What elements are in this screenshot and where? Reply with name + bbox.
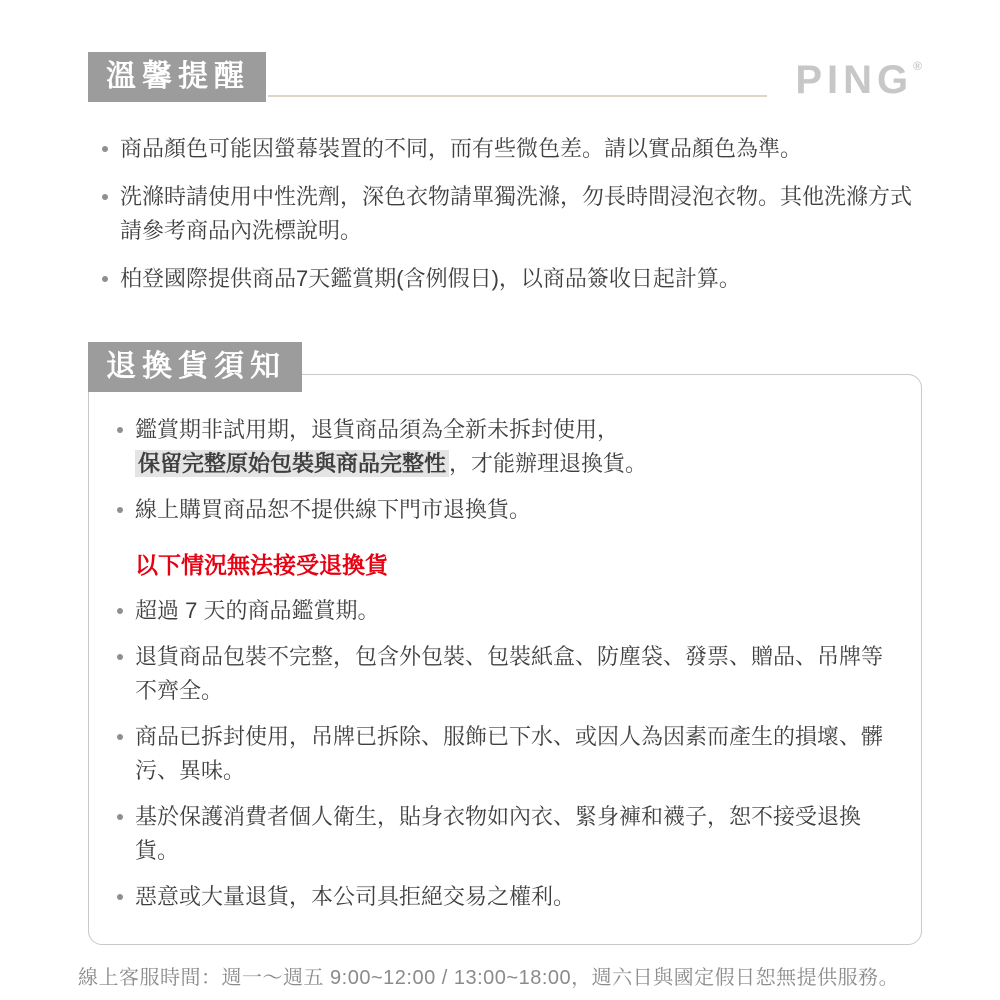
list-item: [88, 262, 922, 296]
header-divider-line: [268, 95, 767, 97]
list-item: [103, 720, 895, 788]
bullet-dot: [117, 894, 123, 900]
warning-item-text: 退貨商品包裝不完整，包含外包裝、包裝紙盒、防塵袋、發票、贈品、吊牌等不齊全。: [135, 644, 884, 703]
list-item: [103, 594, 895, 628]
list-item: [103, 640, 895, 708]
customer-service-hours: 線上客服時間：週一～週五 9:00~12:00 / 13:00~18:00，週六日與國定假日恕無提供服務。: [78, 967, 900, 989]
list-item: [103, 413, 895, 481]
bullet-dot: [102, 276, 108, 282]
reminder-list: [88, 132, 922, 296]
list-item: [88, 132, 922, 166]
list-item: [103, 880, 895, 914]
bullet-dot: [117, 814, 123, 820]
bullet-dot: [102, 194, 108, 200]
registered-mark: ®: [913, 59, 922, 73]
bullet-dot: [102, 146, 108, 152]
bullet-dot: [117, 507, 123, 513]
bullet-dot: [117, 427, 123, 433]
bullet-dot: [117, 654, 123, 660]
reminder-item-text: 商品顏色可能因螢幕裝置的不同，而有些微色差。請以實品顏色為準。: [120, 136, 803, 161]
warning-list: [103, 594, 895, 914]
reminder-item-text: 洗滌時請使用中性洗劑，深色衣物請單獨洗滌，勿長時間浸泡衣物。其他洗滌方式請參考商品內洗標說明。: [120, 184, 913, 243]
warning-item-text: 超過 7 天的商品鑑賞期。: [135, 598, 380, 623]
warning-item-text: 惡意或大量退貨，本公司具拒絕交易之權利。: [135, 884, 576, 909]
returns-title-badge: 退換貨須知: [88, 342, 302, 392]
reminder-item-text: 柏登國際提供商品7天鑑賞期(含例假日)，以商品簽收日起計算。: [120, 266, 741, 291]
returns-item1-line2: [135, 447, 895, 481]
returns-item1-tail: ，才能辦理退換貨。: [449, 451, 648, 476]
returns-list: [103, 413, 895, 527]
bullet-dot: [117, 608, 123, 614]
reminder-header: [88, 52, 922, 102]
warning-item-text: 商品已拆封使用，吊牌已拆除、服飾已下水、或因人為因素而產生的損壞、髒污、異味。: [135, 724, 884, 783]
warning-title: 以下情況無法接受退換貨: [135, 552, 388, 578]
list-item: [103, 493, 895, 527]
brand-logo: [795, 60, 922, 100]
returns-item-text: [135, 413, 895, 481]
returns-item-text: 線上購買商品恕不提供線下門市退換貨。: [135, 497, 532, 522]
returns-item1-line1: 鑑賞期非試用期，退貨商品須為全新未拆封使用，: [135, 417, 620, 442]
reminder-title-badge: 溫馨提醒: [88, 52, 266, 102]
returns-box: [88, 374, 922, 945]
returns-item1-highlight: 保留完整原始包裝與商品完整性: [135, 450, 449, 477]
list-item: [103, 800, 895, 868]
list-item: [88, 180, 922, 248]
warning-item-text: 基於保護消費者個人衛生，貼身衣物如內衣、緊身褲和襪子，恕不接受退換貨。: [135, 804, 862, 863]
brand-logo-text: PING: [795, 58, 914, 102]
bullet-dot: [117, 734, 123, 740]
returns-section: [88, 342, 922, 945]
